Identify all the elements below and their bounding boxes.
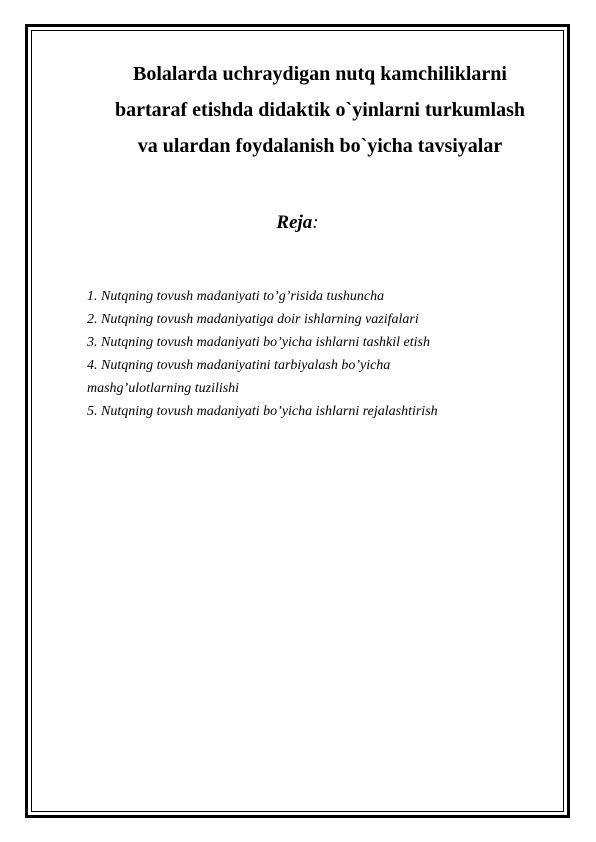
plan-item-continuation: mashg’ulotlarning tuzilishi [87,381,240,396]
plan-list [87,285,547,423]
plan-heading-word: Reja [276,212,313,233]
plan-heading [31,210,564,236]
plan-item: 2. Nutqning tovush madaniyatiga doir ishlarning vazifalari [87,312,419,327]
document-title [60,56,580,164]
title-line: va ulardan foydalanish bo`yicha tavsiyalar [137,135,503,157]
plan-item: 4. Nutqning tovush madaniyatini tarbiyalash bo’yicha [87,358,391,373]
plan-heading-colon: : [312,212,319,233]
plan-item: 5. Nutqning tovush madaniyati bo’yicha ishlarni rejalashtirish [87,404,438,419]
title-line: bartaraf etishda didaktik o`yinlarni turkumlash [114,99,526,121]
plan-item: 3. Nutqning tovush madaniyati bo’yicha ishlarni tashkil etish [87,335,430,350]
plan-item: 1. Nutqning tovush madaniyati to’g’risida tushuncha [87,289,385,304]
title-line: Bolalarda uchraydigan nutq kamchiliklarni [133,63,507,85]
